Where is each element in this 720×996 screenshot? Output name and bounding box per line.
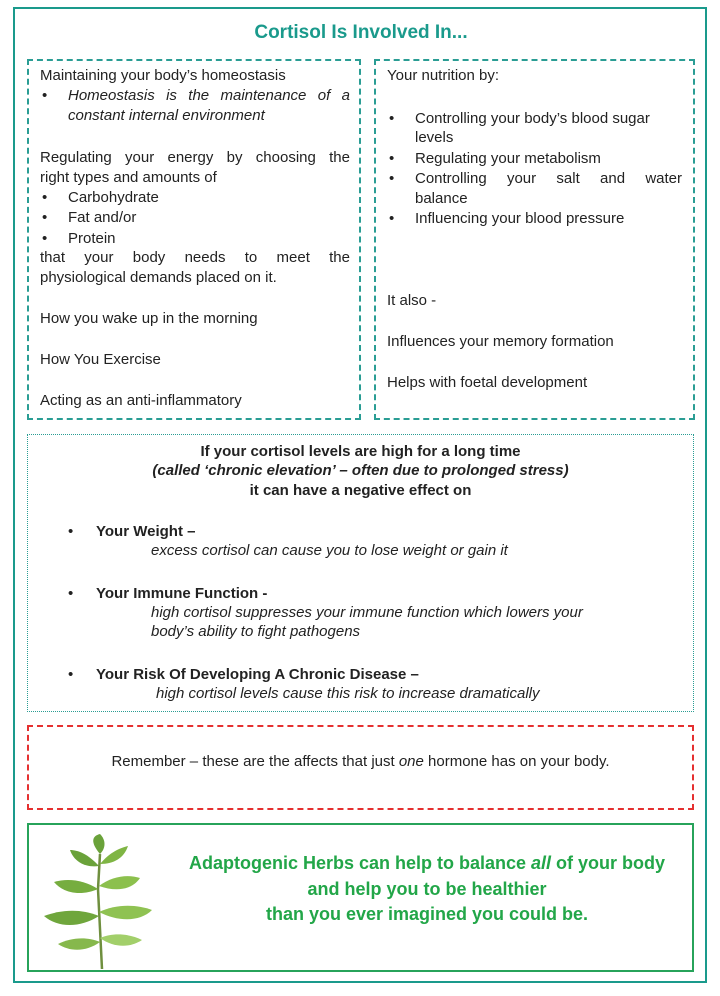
also-text: It also - xyxy=(387,292,437,309)
bullet-icon: • xyxy=(42,189,48,206)
herbs-line-1-emphasis: all xyxy=(531,853,552,873)
remember-text xyxy=(27,752,694,772)
herbs-line-1-start: Adaptogenic Herbs can help to balance xyxy=(188,853,532,873)
remember-text-emphasis: one xyxy=(398,753,424,770)
effect-desc-immune-cont: body’s ability to fight pathogens xyxy=(151,623,361,640)
list-item: Fat and/or xyxy=(68,209,137,226)
list-item-cont: balance xyxy=(415,190,468,207)
herbs-line-1-end: of your body xyxy=(551,853,666,873)
high-cortisol-heading: If your cortisol levels are high for a long time xyxy=(200,443,521,460)
effect-heading-weight: Your Weight – xyxy=(96,523,196,540)
chronic-elevation-note: (called ‘chronic elevation’ – often due to prolonged stress) xyxy=(152,462,569,479)
herb-plant-image xyxy=(40,834,160,969)
needs-text-cont: physiological demands placed on it. xyxy=(40,269,277,286)
energy-text: Regulating your energy by choosing the xyxy=(40,149,350,166)
page-title: Cortisol Is Involved In... xyxy=(254,22,468,43)
list-item: Controlling your body’s blood sugar xyxy=(415,110,650,127)
bullet-icon: • xyxy=(42,230,48,247)
herbs-line-2: and help you to be healthier xyxy=(307,879,547,899)
needs-text: that your body needs to meet the xyxy=(40,249,350,266)
bullet-icon: • xyxy=(42,209,48,226)
bullet-icon: • xyxy=(42,87,48,104)
effect-desc-immune: high cortisol suppresses your immune function which lowers your xyxy=(151,604,583,621)
wake-text: How you wake up in the morning xyxy=(40,310,258,327)
bullet-icon: • xyxy=(68,585,74,602)
bullet-icon: • xyxy=(389,150,395,167)
herbs-line-3: than you ever imagined you could be. xyxy=(265,904,589,924)
herbs-line-1 xyxy=(160,853,694,873)
bullet-icon: • xyxy=(389,170,395,187)
remember-text-start: Remember – these are the affects that just xyxy=(111,753,399,770)
energy-text-cont: right types and amounts of xyxy=(40,169,217,186)
negative-effect-heading: it can have a negative effect on xyxy=(249,482,472,499)
anti-inflammatory-text: Acting as an anti-inflammatory xyxy=(40,392,242,409)
bullet-icon: • xyxy=(68,523,74,540)
foetal-text: Helps with foetal development xyxy=(387,374,588,391)
exercise-text: How You Exercise xyxy=(40,351,161,368)
list-item: Influencing your blood pressure xyxy=(415,210,625,227)
effect-desc-chronic-disease: high cortisol levels cause this risk to increase dramatically xyxy=(156,685,540,702)
bullet-icon: • xyxy=(68,666,74,683)
effect-heading-immune: Your Immune Function - xyxy=(96,585,268,602)
list-item: Carbohydrate xyxy=(68,189,159,206)
homeostasis-text: Maintaining your body’s homeostasis xyxy=(40,67,286,84)
list-item-cont: levels xyxy=(415,129,454,146)
effect-heading-chronic-disease: Your Risk Of Developing A Chronic Disease – xyxy=(96,666,419,683)
homeostasis-definition: Homeostasis is the maintenance of a xyxy=(68,87,350,104)
remember-text-end: hormone has on your body. xyxy=(423,753,610,770)
bullet-icon: • xyxy=(389,210,395,227)
effect-desc-weight: excess cortisol can cause you to lose weight or gain it xyxy=(151,542,508,559)
memory-text: Influences your memory formation xyxy=(387,333,614,350)
homeostasis-definition-cont: constant internal environment xyxy=(68,107,265,124)
nutrition-text: Your nutrition by: xyxy=(387,67,500,84)
list-item: Protein xyxy=(68,230,116,247)
bullet-icon: • xyxy=(389,110,395,127)
list-item: Controlling your salt and water xyxy=(415,170,682,187)
list-item: Regulating your metabolism xyxy=(415,150,601,167)
